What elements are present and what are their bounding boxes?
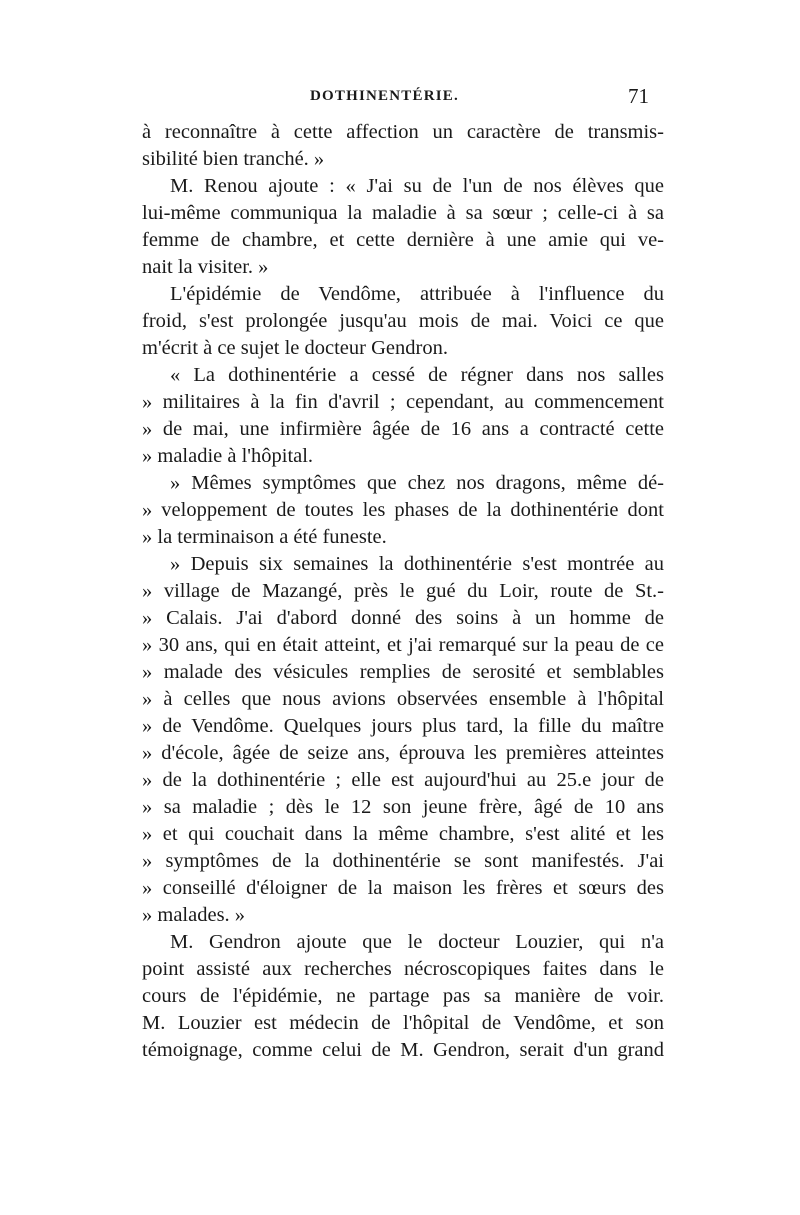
running-head	[0, 84, 800, 112]
text-line: » malades. »	[142, 904, 246, 926]
text-line: » à celles que nous avions observées ensemble à l'hôpital	[142, 688, 664, 710]
text-line: femme de chambre, et cette dernière à une amie qui ve-	[142, 229, 664, 251]
text-line: lui-même communiqua la maladie à sa sœur ; celle-ci à sa	[142, 202, 664, 224]
text-line: » veloppement de toutes les phases de la dothinentérie dont	[142, 499, 664, 521]
text-line: » 30 ans, qui en était atteint, et j'ai remarqué sur la peau de ce	[142, 634, 664, 656]
text-line: » de Vendôme. Quelques jours plus tard, la fille du maître	[142, 715, 664, 737]
text-line: à reconnaître à cette affection un caractère de transmis-	[142, 121, 664, 143]
text-line: cours de l'épidémie, ne partage pas sa manière de voir.	[142, 985, 664, 1007]
text-line: nait la visiter. »	[142, 256, 269, 278]
text-line: » de la dothinentérie ; elle est aujourd'hui au 25.e jour de	[142, 769, 664, 791]
text-line: M. Louzier est médecin de l'hôpital de Vendôme, et son	[142, 1012, 664, 1034]
text-line: » maladie à l'hôpital.	[142, 445, 314, 467]
text-line: » Calais. J'ai d'abord donné des soins à un homme de	[142, 607, 664, 629]
page-number: 71	[628, 84, 649, 108]
text-line: » village de Mazangé, près le gué du Loir, route de St.-	[142, 580, 664, 602]
text-line: » et qui couchait dans la même chambre, s'est alité et les	[142, 823, 664, 845]
text-line: sibilité bien tranché. »	[142, 148, 325, 170]
text-line: L'épidémie de Vendôme, attribuée à l'influence du	[170, 283, 664, 305]
text-line: M. Renou ajoute : « J'ai su de l'un de nos élèves que	[170, 175, 664, 197]
running-title: DOTHINENTÉRIE.	[310, 88, 459, 104]
text-line: « La dothinentérie a cessé de régner dans nos salles	[170, 364, 664, 386]
text-line: » symptômes de la dothinentérie se sont manifestés. J'ai	[142, 850, 664, 872]
text-line: » militaires à la fin d'avril ; cependant, au commencement	[142, 391, 664, 413]
text-line: » d'école, âgée de seize ans, éprouva les premières atteintes	[142, 742, 664, 764]
text-line: » la terminaison a été funeste.	[142, 526, 387, 548]
text-line: » Mêmes symptômes que chez nos dragons, même dé-	[170, 472, 664, 494]
text-line: » conseillé d'éloigner de la maison les frères et sœurs des	[142, 877, 664, 899]
text-line: » sa maladie ; dès le 12 son jeune frère, âgé de 10 ans	[142, 796, 664, 818]
text-line: » Depuis six semaines la dothinentérie s'est montrée au	[170, 553, 664, 575]
text-line: » malade des vésicules remplies de serosité et semblables	[142, 661, 664, 683]
text-line: m'écrit à ce sujet le docteur Gendron.	[142, 337, 448, 359]
body-text	[142, 119, 664, 1064]
text-line: » de mai, une infirmière âgée de 16 ans a contracté cette	[142, 418, 664, 440]
text-line: point assisté aux recherches nécroscopiques faites dans le	[142, 958, 664, 980]
text-line: M. Gendron ajoute que le docteur Louzier, qui n'a	[170, 931, 664, 953]
text-line: froid, s'est prolongée jusqu'au mois de mai. Voici ce que	[142, 310, 664, 332]
text-line: témoignage, comme celui de M. Gendron, serait d'un grand	[142, 1039, 664, 1061]
